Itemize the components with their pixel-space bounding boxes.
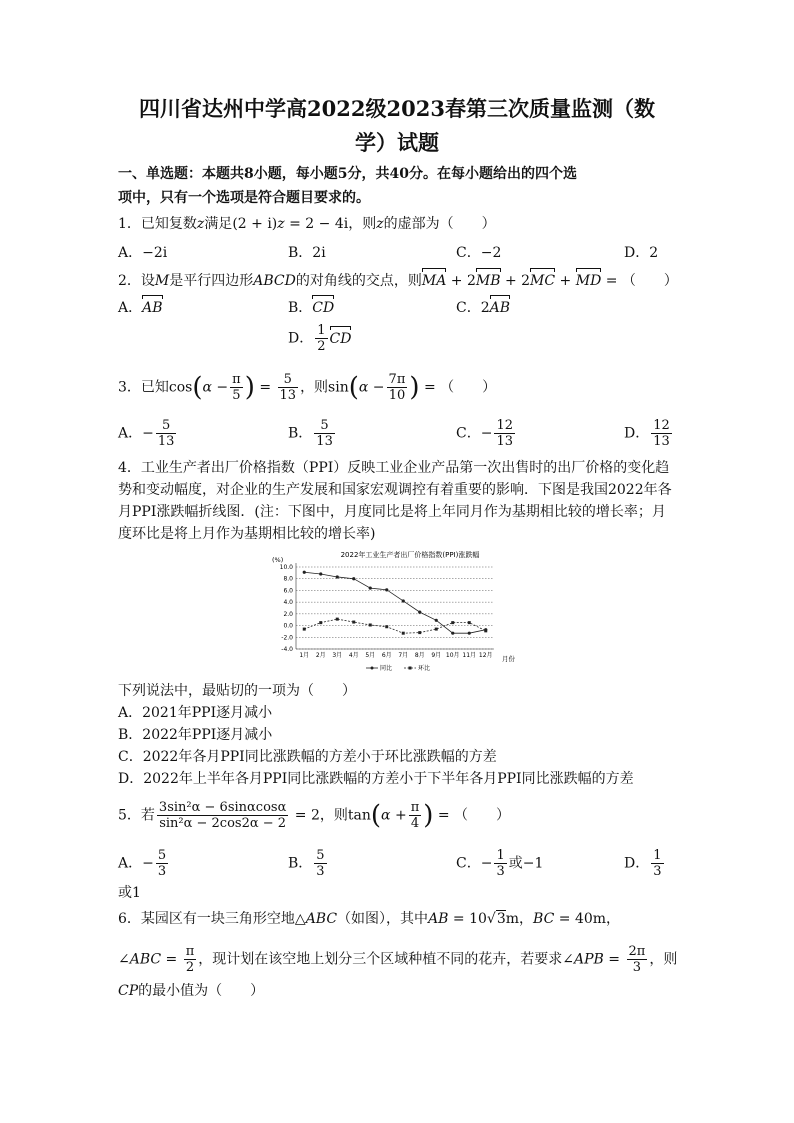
q6-text-a: 6．某园区有一块三角形空地△	[118, 911, 306, 927]
q6-text-c: = 10	[448, 911, 487, 927]
q5-d-num: 1	[653, 848, 662, 863]
y-tick-label: -4.0	[281, 646, 293, 653]
question-6-line-2	[118, 944, 677, 975]
q3-value-frac	[278, 372, 299, 403]
q5-b-den: 3	[316, 864, 325, 879]
q2-a-vec: AB	[142, 297, 162, 319]
q5-pi-num: π	[410, 800, 420, 815]
q3-c-frac	[494, 418, 515, 449]
x-tick-label: 12月	[478, 652, 493, 659]
legend-label: 同比	[380, 665, 393, 672]
q2-text-b: 是平行四边形	[169, 273, 254, 289]
x-tick-label: 2月	[315, 652, 326, 659]
data-point	[319, 572, 322, 575]
q3-c-den: 13	[496, 434, 513, 449]
q3-frac-1	[230, 372, 243, 403]
data-point	[402, 632, 405, 635]
q2-text-c: 的对角线的交点，则	[295, 273, 422, 289]
page-title	[110, 92, 684, 160]
q5-paren-open: (	[370, 800, 382, 831]
q5-c-den: 3	[496, 864, 505, 879]
q5-a-label: A．−	[118, 855, 154, 872]
q1-text-b: 满足	[204, 216, 233, 232]
y-tick-label: 4.0	[283, 599, 293, 607]
q2-option-a[interactable]	[118, 297, 163, 319]
q3-frac-2-den: 10	[388, 388, 406, 403]
q3-paren-open-2: (	[348, 372, 359, 403]
q4-option-a[interactable]: A．2021年PPI逐月减小	[118, 705, 273, 721]
data-point	[435, 619, 438, 622]
data-point	[468, 621, 471, 624]
q5-a-frac	[156, 848, 168, 879]
q3-value-num: 5	[278, 372, 299, 388]
q5-d-label: D．	[624, 855, 650, 872]
q2-b-label: B．	[288, 300, 313, 316]
q1-option-a[interactable]: A．−2i	[118, 245, 168, 261]
q5-option-d[interactable]	[624, 848, 666, 879]
q3-paren-open-1: (	[192, 372, 203, 403]
q6-eq-2: =	[603, 951, 625, 968]
data-point	[369, 586, 372, 589]
q6-sqrt-arg: 3	[496, 911, 506, 927]
data-point	[418, 611, 421, 614]
data-point	[418, 631, 421, 634]
q6-text-g: ，则	[649, 951, 678, 968]
question-2-stem	[118, 270, 678, 292]
q2-op-2: + 2	[500, 273, 531, 289]
data-point	[303, 571, 306, 574]
q3-arg-1: α −	[202, 379, 229, 396]
q3-option-d[interactable]	[624, 418, 674, 449]
data-point	[303, 628, 306, 631]
q5-c-frac	[494, 848, 506, 879]
data-point	[319, 621, 322, 624]
q4-option-d[interactable]: D．2022年上半年各月PPI同比涨跌幅的方差小于下半年各月PPI同比涨跌幅的方差	[118, 771, 634, 787]
q5-den: sin²α − 2cos2α − 2	[159, 816, 287, 831]
q2-c-vec: AB	[490, 297, 510, 319]
q6-text-e: = 40m，	[554, 911, 621, 927]
q1-option-c[interactable]: C．−2	[456, 245, 502, 261]
q1-var-z: z	[196, 216, 205, 232]
question-6-line-3	[118, 980, 264, 1002]
data-point	[385, 625, 388, 628]
q5-d-den: 3	[653, 864, 662, 879]
q3-paren-close-2: )	[409, 372, 420, 403]
q5-c-suffix: 或−1	[508, 855, 544, 872]
q5-pi-den: 4	[410, 816, 420, 831]
q5-c-num: 1	[496, 848, 505, 863]
y-tick-label: 6.0	[283, 587, 293, 595]
y-tick-label: 0.0	[283, 622, 293, 630]
q1-expr-right: = 2 − 4i	[284, 216, 349, 232]
q6-var-abc: ABC	[305, 911, 338, 927]
q3-a-num: 5	[156, 418, 177, 434]
q5-label: 5．若	[118, 807, 155, 824]
q3-d-label: D．	[624, 425, 650, 442]
section-heading-1: 一、单选题：本题共8小题，每小题5分，共40分。在每小题给出的四个选	[118, 166, 577, 182]
chart-title: 2022年工业生产者出厂价格指数(PPI)涨跌幅	[340, 551, 480, 559]
q6-angle-a: ∠	[118, 951, 130, 968]
q2-b-vec: CD	[312, 297, 334, 319]
q6-frac-1-den: 2	[185, 960, 195, 975]
q3-eq: =	[254, 379, 276, 396]
q5-option-c[interactable]	[456, 848, 543, 879]
data-point	[369, 623, 372, 626]
q4-option-c[interactable]: C．2022年各月PPI同比涨跌幅的方差小于环比涨跌幅的方差	[118, 749, 497, 765]
x-tick-label: 6月	[381, 652, 392, 659]
q3-c-num: 12	[496, 418, 513, 433]
q2-vec-md: MD	[576, 270, 602, 292]
q1-var-z-3: z	[376, 216, 384, 232]
legend-label: 环比	[418, 665, 431, 672]
data-point	[435, 628, 438, 631]
q6-frac-1-num: π	[185, 944, 195, 959]
question-1-stem	[118, 213, 496, 235]
x-tick-label: 8月	[414, 652, 425, 659]
q3-d-frac	[651, 418, 672, 449]
q2-vec-mb: MB	[476, 270, 501, 292]
q6-text-b: （如图），其中	[337, 911, 429, 927]
data-point	[468, 632, 471, 635]
data-point	[336, 618, 339, 621]
q5-eq: = 2，则tan	[290, 807, 371, 824]
q6-frac-2-num: 2π	[628, 944, 646, 959]
question-6-line-1	[118, 908, 620, 930]
q1-var-z-2: z	[277, 216, 285, 232]
q4-line-4: 度环比是将上月作为基期相比较的增长率)	[118, 526, 376, 542]
data-point	[451, 621, 454, 624]
q3-c-label: C．−	[456, 425, 493, 442]
q1-text-c: ，则	[348, 216, 377, 232]
q3-a-label: A．−	[118, 425, 154, 442]
q3-b-frac	[314, 418, 335, 449]
q1-option-d[interactable]: D．2	[624, 245, 659, 261]
q5-a-num: 5	[157, 848, 167, 863]
q2-var-m: M	[154, 273, 170, 289]
q3-text-b: ，则sin	[300, 379, 349, 396]
x-tick-label: 11月	[462, 652, 477, 659]
data-point	[484, 629, 487, 632]
q2-d-fraction	[315, 323, 327, 354]
q3-a-frac	[156, 418, 177, 449]
q5-inner: α +	[381, 807, 407, 824]
q3-b-label: B．	[288, 425, 313, 442]
series-line-1	[304, 572, 486, 633]
q2-c-label: C．2	[456, 300, 490, 316]
chart-y-label: (%)	[272, 556, 284, 564]
series-line-2	[304, 619, 486, 633]
q3-frac-1-den: 5	[232, 388, 241, 403]
data-point	[402, 599, 405, 602]
q6-var-abc-2: ABC	[129, 951, 162, 968]
q1-option-b[interactable]: B．2i	[288, 245, 326, 261]
q2-d-vec: CD	[330, 328, 352, 350]
q2-option-d[interactable]	[288, 323, 351, 354]
x-tick-label: 5月	[365, 652, 376, 659]
q4-option-b[interactable]: B．2022年PPI逐月减小	[118, 727, 273, 743]
q3-text-a: 3．已知cos	[118, 379, 193, 396]
chart-x-label: 月份	[502, 655, 515, 663]
q6-eq-1: =	[161, 951, 182, 968]
q2-option-c[interactable]	[456, 297, 510, 319]
q5-main-frac	[157, 800, 288, 831]
section-heading-2: 项中，只有一个选项是符合题目要求的。	[118, 190, 370, 206]
q2-d-label: D．	[288, 330, 314, 347]
q3-paren-close-1: )	[244, 372, 255, 403]
q3-tail: = （ ）	[419, 379, 497, 396]
question-3-stem	[118, 372, 496, 403]
q6-frac-2	[627, 944, 648, 975]
title-line-1: 四川省达州中学高2022级2023春第三次质量监测（数	[139, 96, 655, 121]
q1-text-d: 的虚部为（ ）	[383, 216, 496, 232]
q3-b-den: 13	[316, 434, 333, 449]
q2-op-4: = （ ）	[601, 273, 678, 289]
q2-a-label: A．	[118, 300, 143, 316]
q5-pi-frac	[409, 800, 422, 831]
q3-frac-2-num: 7π	[388, 372, 406, 387]
q5-option-b[interactable]	[288, 848, 329, 879]
y-tick-label: 8.0	[283, 575, 293, 583]
q5-c-label: C．−	[456, 855, 493, 872]
data-point	[352, 577, 355, 580]
q3-b-num: 5	[314, 418, 335, 434]
data-point	[352, 621, 355, 624]
title-line-2: 学）试题	[355, 130, 439, 155]
q3-d-num: 12	[653, 418, 670, 433]
q5-d-frac	[651, 848, 663, 879]
q6-text-h: 的最小值为（ ）	[138, 983, 265, 999]
q6-text-d: m，	[505, 911, 534, 927]
q2-text-a: 2．设	[118, 273, 155, 289]
data-point	[451, 632, 454, 635]
q4-line-2: 势和变动幅度，对企业的生产发展和国家宏观调控有着重要的影响．下图是我国2022年各	[118, 482, 672, 498]
q6-var-bc: BC	[533, 911, 555, 927]
q2-op-3: +	[555, 273, 576, 289]
q5-option-a[interactable]	[118, 848, 170, 879]
question-5-stem	[118, 800, 510, 831]
q2-var-abcd: ABCD	[253, 273, 296, 289]
q3-d-den: 13	[653, 434, 670, 449]
q5-b-frac	[314, 848, 326, 879]
q1-text-a: 1．已知复数	[118, 216, 197, 232]
y-tick-label: -2.0	[281, 634, 293, 642]
x-tick-label: 9月	[431, 652, 442, 659]
q6-frac-1	[184, 944, 197, 975]
y-tick-label: 2.0	[283, 610, 293, 618]
x-tick-label: 4月	[348, 652, 359, 659]
legend-marker	[409, 667, 412, 670]
x-tick-label: 7月	[398, 652, 409, 659]
q2-op-1: + 2	[446, 273, 476, 289]
q6-var-ab: AB	[428, 911, 449, 927]
q5-num: 3sin²α − 6sinαcosα	[158, 800, 287, 815]
q6-var-cp: CP	[118, 983, 139, 999]
legend-marker	[371, 667, 374, 670]
q3-option-b[interactable]	[288, 418, 337, 449]
q6-frac-2-den: 3	[632, 960, 642, 975]
q4-line-1: 4．工业生产者出厂价格指数（PPI）反映工业企业产品第一次出售时的出厂价格的变化趋	[118, 460, 670, 476]
data-point	[385, 588, 388, 591]
q2-d-num: 1	[317, 323, 326, 338]
q3-arg-2: α −	[358, 379, 385, 396]
q2-d-den: 2	[317, 339, 326, 354]
q6-text-f: ，现计划在该空地上划分三个区域种植不同的花卉，若要求∠	[198, 951, 575, 968]
x-tick-label: 3月	[332, 652, 343, 659]
q3-value-den: 13	[279, 388, 297, 403]
q5-tail: = （ ）	[433, 807, 511, 824]
x-tick-label: 1月	[299, 652, 310, 659]
q6-var-apb: APB	[574, 951, 604, 968]
q3-frac-1-num: π	[232, 372, 241, 387]
q5-b-label: B．	[288, 855, 313, 872]
q3-option-a[interactable]	[118, 418, 178, 449]
q3-option-c[interactable]	[456, 418, 517, 449]
q5-paren-close: )	[423, 800, 434, 831]
q2-option-b[interactable]	[288, 297, 334, 319]
q5-option-d-wrap: 或1	[118, 885, 141, 901]
q4-question: 下列说法中，最贴切的一项为（ ）	[118, 683, 356, 699]
q5-a-den: 3	[157, 864, 167, 879]
q4-line-3: 月PPI涨跌幅折线图．(注：下图中，月度同比是将上年同月作为基期相比较的增长率；月	[118, 504, 666, 520]
q3-a-den: 13	[157, 434, 175, 449]
q2-vec-mc: MC	[530, 270, 555, 292]
q3-frac-2	[387, 372, 408, 403]
y-tick-label: 10.0	[279, 564, 293, 571]
q2-vec-ma: MA	[422, 270, 446, 292]
q5-b-num: 5	[316, 848, 325, 863]
data-point	[336, 575, 339, 578]
sqrt-icon: √	[486, 911, 496, 927]
q1-expr-left: (2 + i)	[232, 216, 278, 232]
x-tick-label: 10月	[445, 652, 460, 659]
ppi-line-chart	[262, 548, 532, 678]
